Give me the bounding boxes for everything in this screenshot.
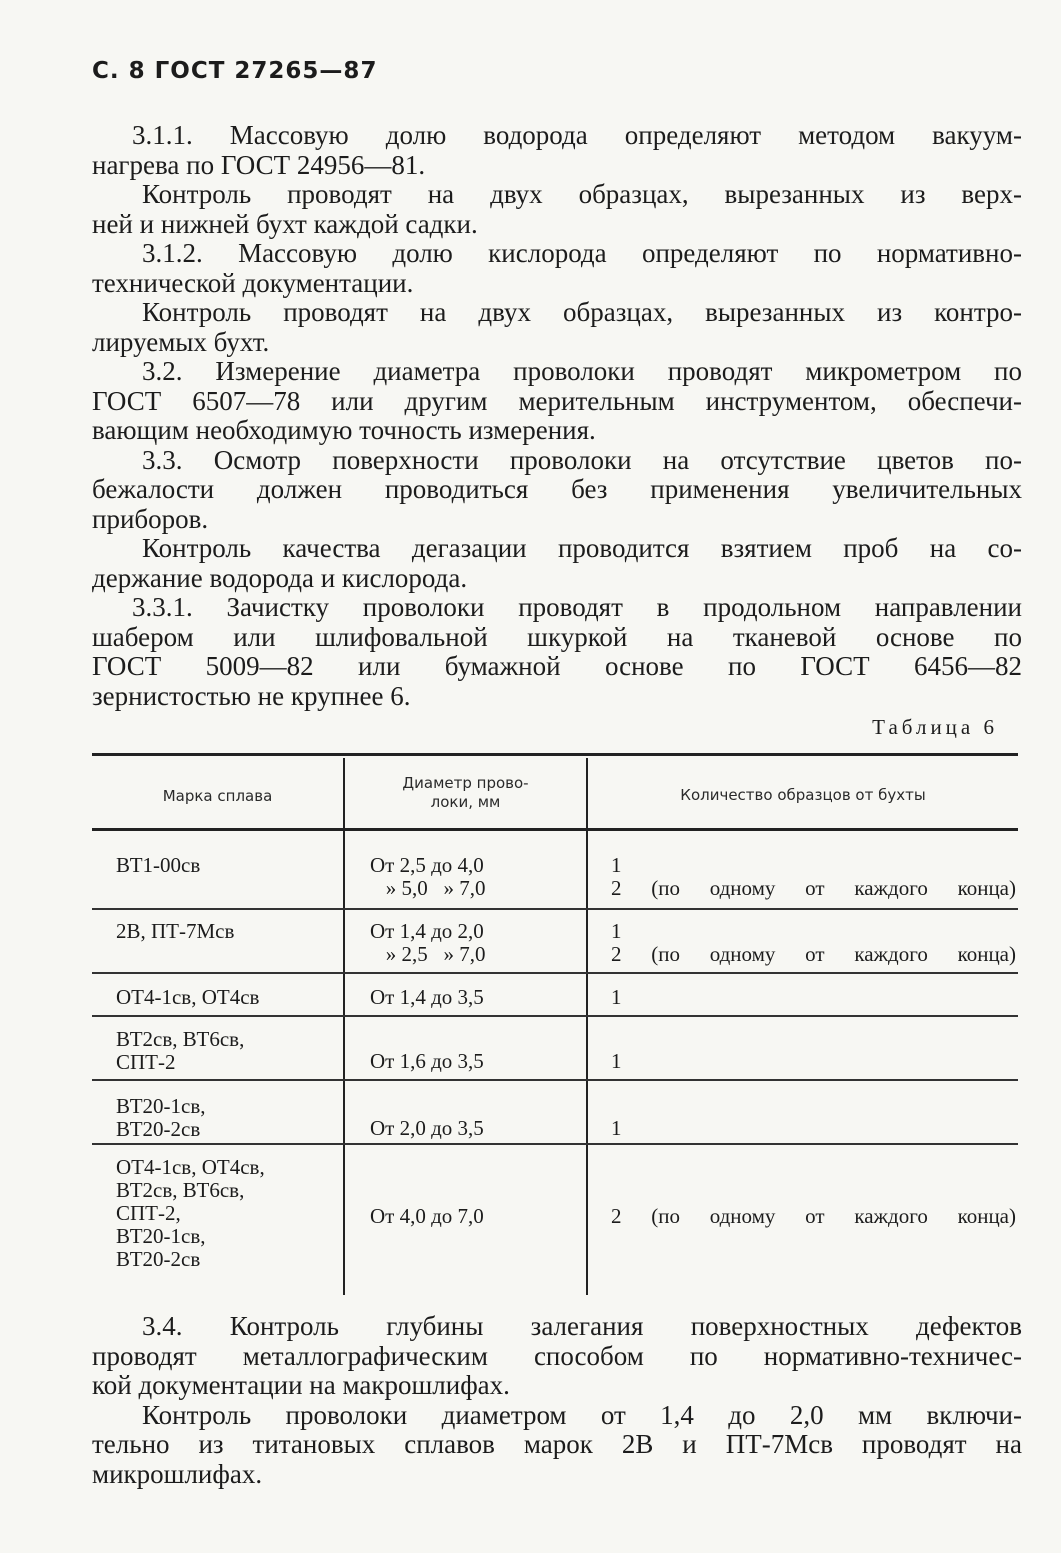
text-line: 3.2. Измерение диаметра проволоки проводят микрометром по <box>142 356 1022 386</box>
text-line: ГОСТ 5009—82 или бумажной основе по ГОСТ 6456—82 <box>92 651 1022 681</box>
cell-count-line: 2 (по одному от каждого конца) <box>611 1204 1016 1228</box>
row-separator <box>92 1143 1018 1145</box>
header-count: Количество образцов от бухты <box>680 786 926 804</box>
cell-diameter: От 2,5 до 4,0 » 5,0 » 7,0 <box>370 853 486 900</box>
body-text-bottom <box>92 1312 1022 1489</box>
cell-count <box>611 986 622 1009</box>
text-line: кой документации на макрошлифах. <box>92 1370 510 1400</box>
cell-count-line: 2 (по одному от каждого конца) <box>611 876 1016 900</box>
text-line: проводят металлографическим способом по нормативно-техничес- <box>92 1340 1022 1371</box>
text-line: 3.3. Осмотр поверхности проволоки на отсутствие цветов по- <box>142 444 1022 475</box>
text-line: Контроль проволоки диаметром от 1,4 до 2,0 мм включи- <box>142 1399 1022 1430</box>
text-line: 3.3.1. Зачистку проволоки проводят в продольном направлении <box>132 592 1022 622</box>
row-separator <box>92 972 1018 974</box>
cell-diameter: От 1,6 до 3,5 <box>370 1049 484 1073</box>
cell-diameter: От 4,0 до 7,0 <box>370 1204 484 1228</box>
cell-alloy: ОТ4-1св, ОТ4св <box>116 985 260 1009</box>
row-separator <box>92 1015 1018 1017</box>
text-line: технической документации. <box>92 267 414 298</box>
text-line: Контроль качества дегазации проводится взятием проб на со- <box>142 533 1022 563</box>
text-line: держание водорода и кислорода. <box>92 562 468 593</box>
text-line: приборов. <box>92 503 209 534</box>
table-vline-2 <box>586 758 588 1295</box>
cell-count <box>611 854 1016 900</box>
text-line: Контроль проводят на двух образцах, вырезанных из контро- <box>142 297 1022 327</box>
cell-count <box>611 1117 622 1140</box>
page-header: С. 8 ГОСТ 27265—87 <box>92 58 378 84</box>
cell-diameter: От 1,4 до 3,5 <box>370 985 484 1009</box>
table-6 <box>92 750 1018 1295</box>
cell-count-line: 1 <box>611 919 622 943</box>
cell-diameter: От 1,4 до 2,0 » 2,5 » 7,0 <box>370 919 486 966</box>
cell-count <box>611 1205 1016 1228</box>
cell-alloy: 2В, ПТ-7Мсв <box>116 919 235 943</box>
row-separator <box>92 1079 1018 1081</box>
cell-count-line: 1 <box>611 1049 622 1073</box>
text-line: бежалости должен проводиться без применения увеличительных <box>92 474 1022 504</box>
header-alloy: Марка сплава <box>162 787 273 805</box>
cell-count-line: 1 <box>611 853 622 877</box>
cell-diameter: От 2,0 до 3,5 <box>370 1116 484 1140</box>
cell-count-line: 1 <box>611 1116 622 1140</box>
text-line: ГОСТ 6507—78 или другим мерительным инструментом, обеспечи- <box>92 385 1022 416</box>
text-line: ней и нижней бухт каждой садки. <box>92 208 478 239</box>
text-line: 3.1.1. Массовую долю водорода определяют методом вакуум- <box>132 120 1022 150</box>
table-header-rule <box>92 828 1018 831</box>
text-line: зернистостью не крупнее 6. <box>92 680 411 711</box>
text-line: микрошлифах. <box>92 1458 263 1489</box>
cell-alloy: ВТ20-1св, ВТ20-2св <box>116 1094 206 1141</box>
header-diameter: Диаметр прово- локи, мм <box>402 774 529 811</box>
cell-alloy: ВТ1-00св <box>116 853 201 877</box>
table-caption: Таблица 6 <box>872 715 998 739</box>
table-vline-1 <box>343 758 345 1295</box>
text-line: 3.4. Контроль глубины залегания поверхностных дефектов <box>142 1311 1022 1341</box>
table-top-rule <box>92 753 1018 756</box>
text-line: нагрева по ГОСТ 24956—81. <box>92 149 426 180</box>
text-line: Контроль проводят на двух образцах, вырезанных из верх- <box>142 179 1022 209</box>
text-line: вающим необходимую точность измерения. <box>92 415 596 445</box>
cell-count-line: 1 <box>611 985 622 1009</box>
cell-alloy: ВТ2св, ВТ6св, СПТ-2 <box>116 1027 245 1074</box>
cell-count-line: 2 (по одному от каждого конца) <box>611 942 1016 966</box>
text-line: шабером или шлифовальной шкуркой на тканевой основе по <box>92 621 1022 652</box>
cell-count <box>611 1050 622 1073</box>
body-text-top <box>92 121 1022 711</box>
cell-alloy: ОТ4-1св, ОТ4св, ВТ2св, ВТ6св, СПТ-2, ВТ20-1св, ВТ20-2св <box>116 1155 265 1271</box>
text-line: 3.1.2. Массовую долю кислорода определяют по нормативно- <box>142 238 1022 268</box>
cell-count <box>611 920 1016 966</box>
row-separator <box>92 908 1018 910</box>
text-line: лируемых бухт. <box>92 326 270 357</box>
text-line: тельно из титановых сплавов марок 2В и ПТ-7Мсв проводят на <box>92 1429 1022 1459</box>
